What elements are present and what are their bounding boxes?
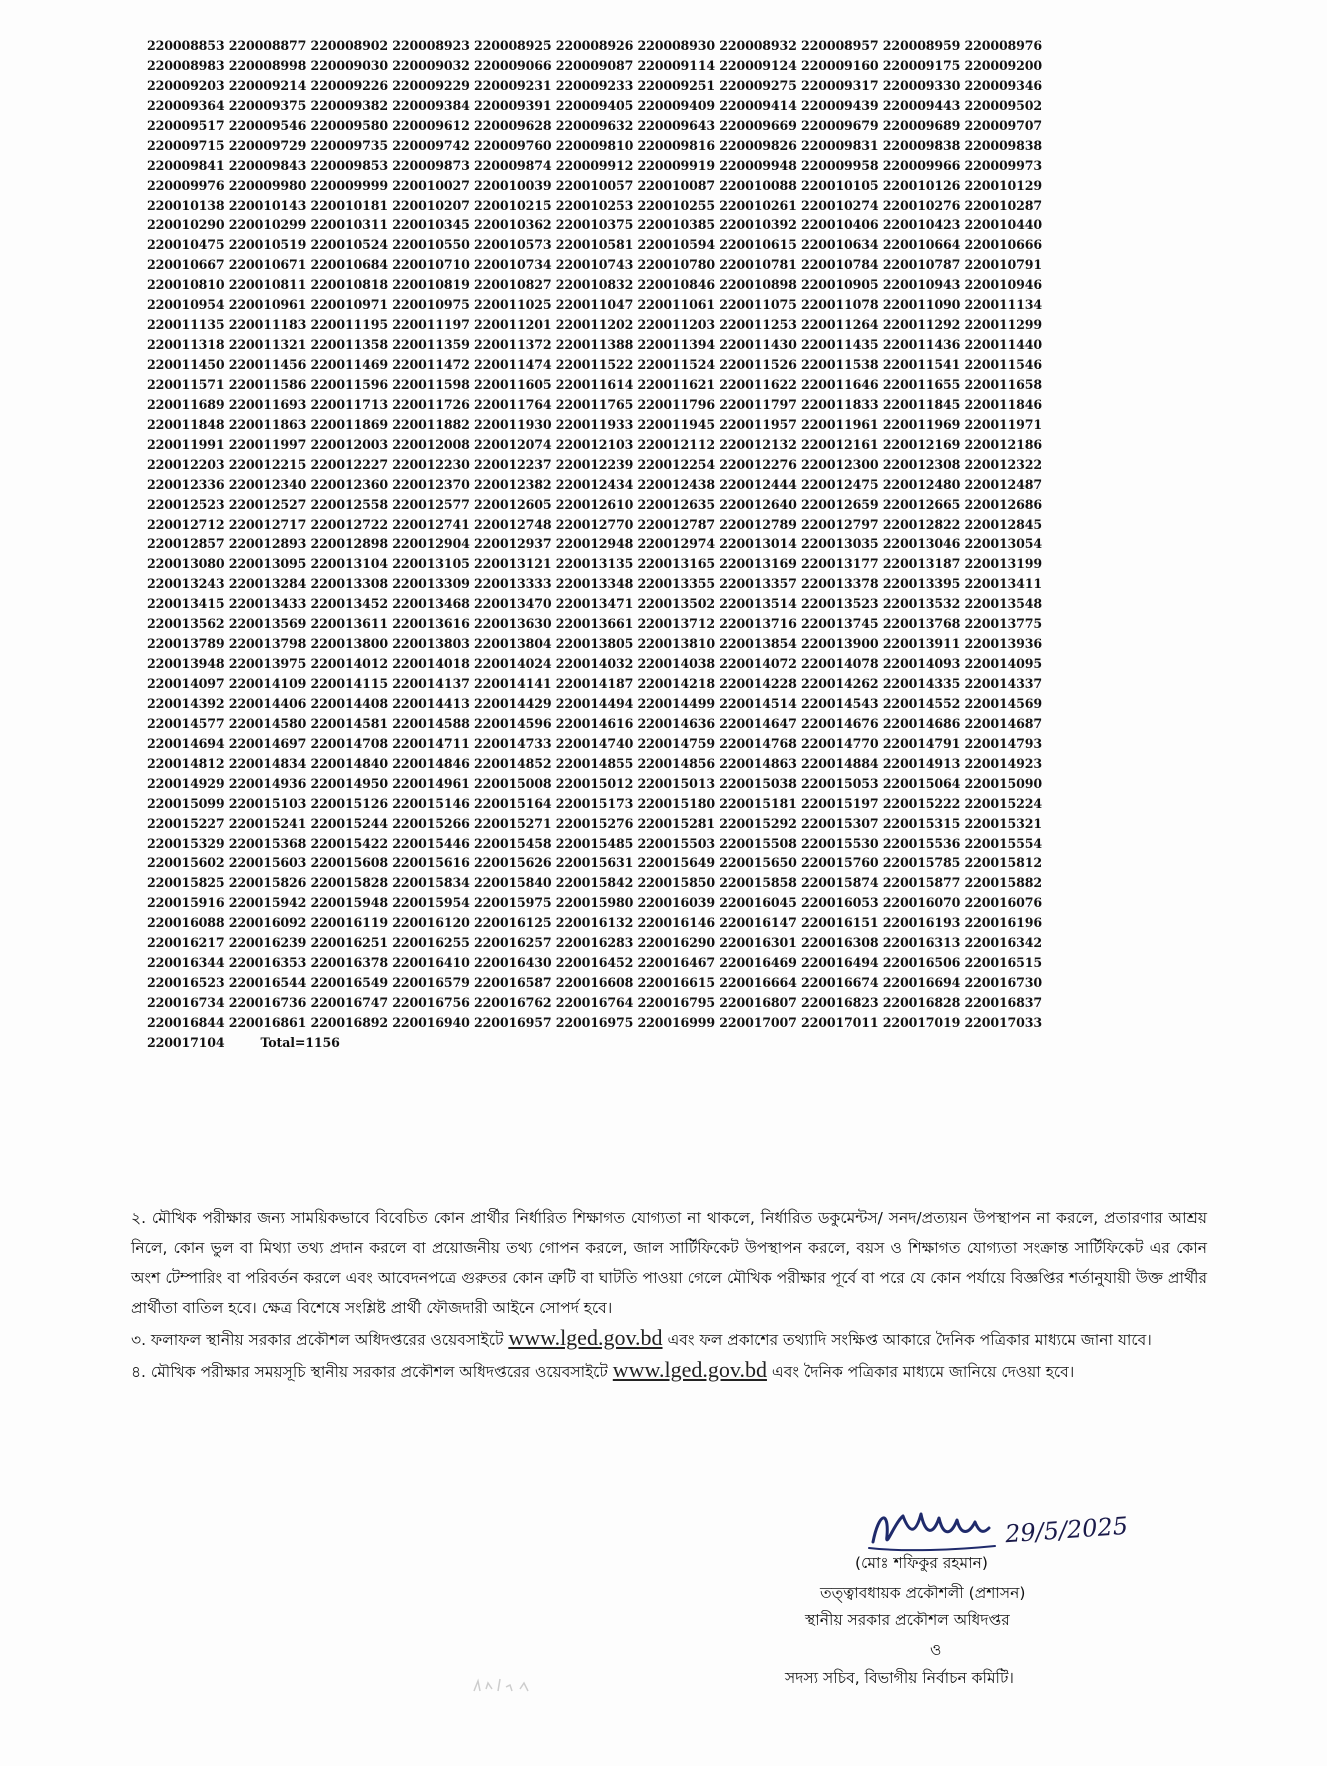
signatory-office: স্থানীয় সরকার প্রকৌশল অধিদপ্তর xyxy=(805,1611,1010,1629)
roll-row: 220013789 220013798 220013800 220013803 220013804 220013805 220013810 220013854 220013900 220013911 220013936 xyxy=(147,636,1043,652)
roll-row: 220011450 220011456 220011469 220011472 220011474 220011522 220011524 220011526 220011538 220011541 220011546 xyxy=(147,357,1043,372)
note-3-text-after: এবং ফল প্রকাশের তথ্যাদি সংক্ষিপ্ত আকারে দৈনিক পত্রিকার মাধ্যমে জানা যাবে। xyxy=(667,1331,1152,1349)
roll-row: 220015329 220015368 220015422 220015446 220015458 220015485 220015503 220015508 220015530 220015536 220015554 xyxy=(147,835,1043,851)
roll-row: 220008983 220008998 220009030 220009032 220009066 220009087 220009114 220009124 220009160 220009175 220009200 xyxy=(147,57,1043,73)
roll-row: 220010290 220010299 220010311 220010345 220010362 220010375 220010385 220010392 220010406 220010423 220010440 xyxy=(147,217,1043,233)
roll-row: 220012523 220012527 220012558 220012577 220012605 220012610 220012635 220012640 220012659 220012665 220012686 xyxy=(147,496,1043,512)
roll-row: 220010138 220010143 220010181 220010207 220010215 220010253 220010255 220010261 220010274 220010276 220010287 xyxy=(147,197,1043,213)
note-3-text-before: ৩. ফলাফল স্থানীয় সরকার প্রকৌশল অধিদপ্তরের ওয়েবসাইটে xyxy=(131,1331,504,1349)
roll-row: 220016217 220016239 220016251 220016255 220016257 220016283 220016290 220016301 220016308 220016313 220016342 xyxy=(147,935,1043,951)
roll-row: 220014097 220014109 220014115 220014137 220014141 220014187 220014218 220014228 220014262 220014335 220014337 xyxy=(147,676,1043,691)
roll-row: 220008853 220008877 220008902 220008923 220008925 220008926 220008930 220008932 220008957 220008959 220008976 xyxy=(147,38,1043,53)
roll-row: 220009517 220009546 220009580 220009612 220009628 220009632 220009643 220009669 220009679 220009689 220009707 xyxy=(147,117,1043,133)
roll-row: 220012203 220012215 220012227 220012230 220012237 220012239 220012254 220012276 220012300 220012308 220012322 xyxy=(147,456,1043,472)
roll-row: 220011848 220011863 220011869 220011882 220011930 220011933 220011945 220011957 220011961 220011969 220011971 xyxy=(147,416,1043,432)
total-count: Total=1156 xyxy=(260,1034,340,1050)
signatory-designation: তত্ত্বাবধায়ক প্রকৌশলী (প্রশাসন) xyxy=(820,1584,1026,1602)
roll-row: 220012336 220012340 220012360 220012370 220012382 220012434 220012438 220012444 220012475 220012480 220012487 xyxy=(147,476,1043,492)
roll-row: 220009841 220009843 220009853 220009873 220009874 220009912 220009919 220009948 220009958 220009966 220009973 xyxy=(147,157,1043,173)
roll-row: 220014392 220014406 220014408 220014413 220014429 220014494 220014499 220014514 220014543 220014552 220014569 xyxy=(147,695,1043,711)
roll-row: 220009976 220009980 220009999 220010027 220010039 220010057 220010087 220010088 220010105 220010126 220010129 xyxy=(147,177,1043,193)
note-4-text-before: ৪. মৌখিক পরীক্ষার সময়সূচি স্থানীয় সরকার প্রকৌশল অধিদপ্তরের ওয়েবসাইটে xyxy=(131,1363,608,1381)
roll-row: 220010475 220010519 220010524 220010550 220010573 220010581 220010594 220010615 220010634 220010664 220010666 xyxy=(147,237,1043,253)
roll-row: 220013562 220013569 220013611 220013616 220013630 220013661 220013712 220013716 220013745 220013768 220013775 xyxy=(147,616,1043,632)
roll-number-list xyxy=(147,36,1207,1053)
signatory-name: (মোঃ শফিকুর রহমান) xyxy=(855,1554,988,1572)
roll-row: 220015825 220015826 220015828 220015834 220015840 220015842 220015850 220015858 220015874 220015877 220015882 xyxy=(147,875,1043,891)
roll-row: 220015602 220015603 220015608 220015616 220015626 220015631 220015649 220015650 220015760 220015785 220015812 xyxy=(147,855,1043,871)
note-2: ২. মৌখিক পরীক্ষার জন্য সাময়িকভাবে বিবেচিত কোন প্রার্থীর নির্ধারিত শিক্ষাগত যোগ্যতা না থাকলে, নির্ধারিত ডকুমেন্টস/ সনদ/প্রত্যয়ন উপস্থাপন না করলে, প্রতারণার আশ্রয় নিলে, কোন ভুল বা মিথ্যা তথ্য প্রদান করলে বা প্রয়োজনীয় তথ্য গোপন করলে, জাল সার্টিফিকেট উপস্থাপন করলে, বয়স ও শিক্ষাগত যোগ্যতা সংক্রান্ত সার্টিফিকেট এর কোন অংশ টেম্পারিং বা পরিবর্তন করলে এবং আবেদনপত্রে গুরুতর কোন ত্রুটি বা ঘাটতি পাওয়া গেলে মৌখিক পরীক্ষার পূর্বে বা পরে যে কোন পর্যায়ে বিজ্ঞপ্তির শর্তানুযায়ী উক্ত প্রার্থীর প্রার্থীতা বাতিল হবে। ক্ষেত্র বিশেষে সংশ্লিষ্ট প্রার্থী ফৌজদারী আইনে সোপর্দ হবে। xyxy=(131,1209,1207,1317)
roll-row: 220013415 220013433 220013452 220013468 220013470 220013471 220013502 220013514 220013523 220013532 220013548 xyxy=(147,596,1043,612)
roll-row: 220014694 220014697 220014708 220014711 220014733 220014740 220014759 220014768 220014770 220014791 220014793 xyxy=(147,735,1043,751)
roll-row: 220014812 220014834 220014840 220014846 220014852 220014855 220014856 220014863 220014884 220014913 220014923 xyxy=(147,755,1043,771)
roll-row-last xyxy=(147,1033,1207,1053)
signatory-role: সদস্য সচিব, বিভাগীয় নির্বাচন কমিটি। xyxy=(785,1669,1014,1687)
roll-row: 220011991 220011997 220012003 220012008 220012074 220012103 220012112 220012132 220012161 220012169 220012186 xyxy=(147,436,1043,452)
roll-row: 220015099 220015103 220015126 220015146 220015164 220015173 220015180 220015181 220015197 220015222 220015224 xyxy=(147,795,1043,811)
ink-smudge-icon xyxy=(470,1675,540,1697)
roll-row: 220015916 220015942 220015948 220015954 220015975 220015980 220016039 220016045 220016053 220016070 220016076 xyxy=(147,895,1043,911)
roll-row: 220011689 220011693 220011713 220011726 220011764 220011765 220011796 220011797 220011833 220011845 220011846 xyxy=(147,396,1043,412)
notes-section xyxy=(131,1203,1207,1387)
roll-row: 220014577 220014580 220014581 220014588 220014596 220014616 220014636 220014647 220014676 220014686 220014687 xyxy=(147,715,1043,731)
note-4-website-link[interactable]: www.lged.gov.bd xyxy=(612,1357,767,1382)
roll-row: 220014929 220014936 220014950 220014961 220015008 220015012 220015013 220015038 220015053 220015064 220015090 xyxy=(147,775,1043,791)
roll-row: 220012857 220012893 220012898 220012904 220012937 220012948 220012974 220013014 220013035 220013046 220013054 xyxy=(147,536,1043,552)
note-3-website-link[interactable]: www.lged.gov.bd xyxy=(508,1325,663,1350)
roll-row: 220016088 220016092 220016119 220016120 220016125 220016132 220016146 220016147 220016151 220016193 220016196 xyxy=(147,915,1043,931)
signature-date: 29/5/2025 xyxy=(1004,1511,1129,1549)
note-3 xyxy=(131,1323,1207,1355)
roll-row: 220011135 220011183 220011195 220011197 220011201 220011202 220011203 220011253 220011264 220011292 220011299 xyxy=(147,317,1043,333)
roll-row: 220009364 220009375 220009382 220009384 220009391 220009405 220009409 220009414 220009439 220009443 220009502 xyxy=(147,97,1043,113)
signature-block xyxy=(785,1502,1225,1752)
roll-row: 220010810 220010811 220010818 220010819 220010827 220010832 220010846 220010898 220010905 220010943 220010946 xyxy=(147,277,1043,293)
roll-row: 220011318 220011321 220011358 220011359 220011372 220011388 220011394 220011430 220011435 220011436 220011440 xyxy=(147,337,1043,353)
roll-row: 220016344 220016353 220016378 220016410 220016430 220016452 220016467 220016469 220016494 220016506 220016515 xyxy=(147,955,1043,971)
roll-row: 220010954 220010961 220010971 220010975 220011025 220011047 220011061 220011075 220011078 220011090 220011134 xyxy=(147,297,1043,313)
roll-row: 220016844 220016861 220016892 220016940 220016957 220016975 220016999 220017007 220017011 220017019 220017033 xyxy=(147,1014,1043,1030)
roll-row: 220016734 220016736 220016747 220016756 220016762 220016764 220016795 220016807 220016823 220016828 220016837 xyxy=(147,995,1043,1010)
roll-row: 220011571 220011586 220011596 220011598 220011605 220011614 220011621 220011622 220011646 220011655 220011658 xyxy=(147,376,1043,392)
roll-row: 220013080 220013095 220013104 220013105 220013121 220013135 220013165 220013169 220013177 220013187 220013199 xyxy=(147,556,1043,572)
roll-row: 220009203 220009214 220009226 220009229 220009231 220009233 220009251 220009275 220009317 220009330 220009346 xyxy=(147,77,1043,93)
roll-row: 220016523 220016544 220016549 220016579 220016587 220016608 220016615 220016664 220016674 220016694 220016730 xyxy=(147,975,1043,991)
note-4 xyxy=(131,1355,1207,1387)
signatory-conjunction: ও xyxy=(930,1641,942,1659)
roll-row: 220009715 220009729 220009735 220009742 220009760 220009810 220009816 220009826 220009831 220009838 220009838 xyxy=(147,137,1043,153)
roll-row: 220010667 220010671 220010684 220010710 220010734 220010743 220010780 220010781 220010784 220010787 220010791 xyxy=(147,257,1043,273)
roll-row: 220012712 220012717 220012722 220012741 220012748 220012770 220012787 220012789 220012797 220012822 220012845 xyxy=(147,516,1043,532)
roll-row: 220013948 220013975 220014012 220014018 220014024 220014032 220014038 220014072 220014078 220014093 220014095 xyxy=(147,656,1043,672)
roll-row: 220015227 220015241 220015244 220015266 220015271 220015276 220015281 220015292 220015307 220015315 220015321 xyxy=(147,815,1043,831)
note-4-text-after: এবং দৈনিক পত্রিকার মাধ্যমে জানিয়ে দেওয়া হবে। xyxy=(771,1363,1075,1381)
roll-row: 220013243 220013284 220013308 220013309 220013333 220013348 220013355 220013357 220013378 220013395 220013411 xyxy=(147,576,1043,592)
last-roll-number: 220017104 xyxy=(147,1034,225,1050)
